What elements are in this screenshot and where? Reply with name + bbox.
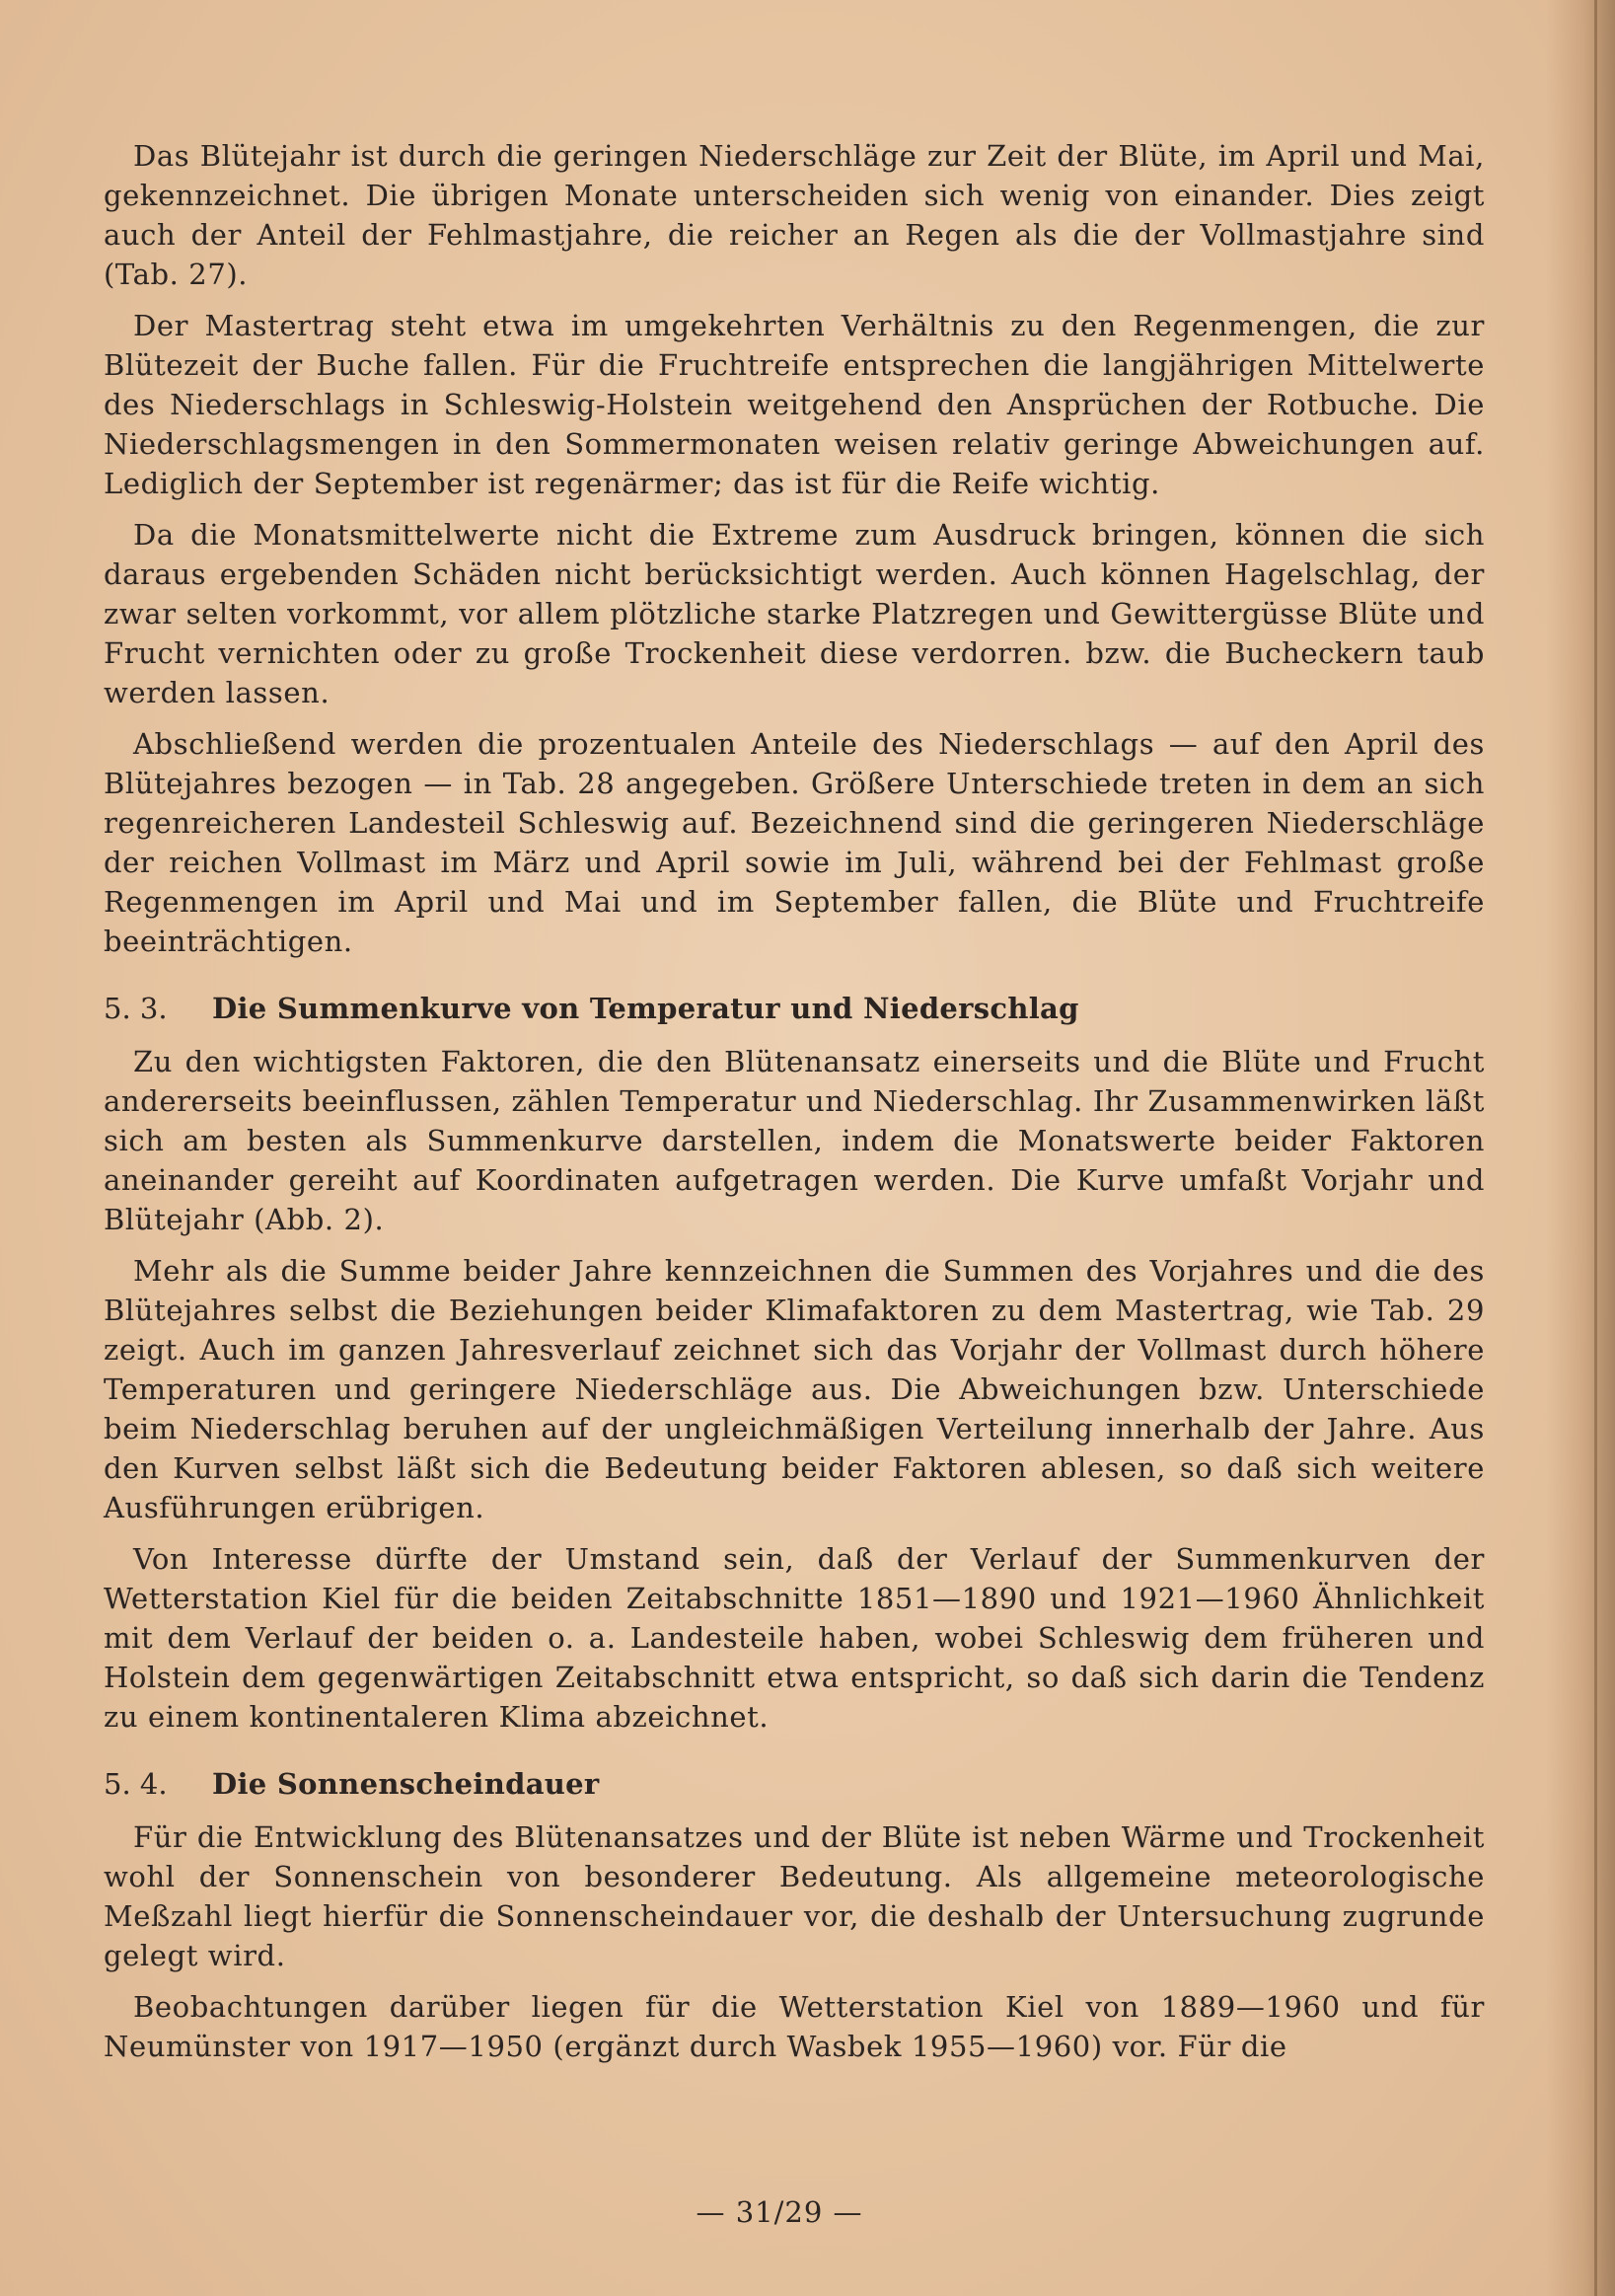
paragraph: Mehr als die Summe beider Jahre kennzeichnen die Summen des Vorjahres und die des Blütejahres selbst die Beziehungen beider Klimafaktoren zu dem Mastertrag, wie Tab. 29 zeigt. Auch im ganzen Jahresverlauf zeichnet sich das Vorjahr der Vollmast durch höhere Temperaturen und geringere Niederschläge aus. Die Abweichungen bzw. Unterschiede beim Niederschlag beruhen auf der ungleichmäßigen Verteilung innerhalb der Jahre. Aus den Kurven selbst läßt sich die Bedeutung beider Faktoren ablesen, so daß sich weitere Ausführungen erübrigen. [104,1254,1485,1524]
section-heading-5-4 [104,1764,1485,1804]
section-title: Die Sonnenscheindauer [212,1767,600,1801]
paragraph: Von Interesse dürfte der Umstand sein, daß der Verlauf der Summenkurven der Wetterstation Kiel für die beiden Zeitabschnitte 1851—1890 und 1921—1960 Ähnlichkeit mit dem Verlauf der beiden o. a. Landesteile haben, wobei Schleswig dem früheren und Holstein dem gegenwärtigen Zeitabschnitt etwa entspricht, so daß sich darin die Tendenz zu einem kontinentaleren Klima abzeichnet. [104,1542,1485,1734]
paragraph: Das Blütejahr ist durch die geringen Niederschläge zur Zeit der Blüte, im April und Mai, gekennzeichnet. Die übrigen Monate unterscheiden sich wenig von einander. Dies zeigt auch der Anteil der Fehlmastjahre, die reicher an Regen als die der Vollmastjahre sind (Tab. 27). [104,139,1485,291]
section-number: 5. 4. [104,1767,168,1801]
paragraph: Abschließend werden die prozentualen Anteile des Niederschlags — auf den April des Blütejahres bezogen — in Tab. 28 angegeben. Größere Unterschiede treten in dem an sich regenreicheren Landesteil Schleswig auf. Bezeichnend sind die geringeren Niederschläge der reichen Vollmast im März und April sowie im Juli, während bei der Fehlmast große Regenmengen im April und Mai und im September fallen, die Blüte und Fruchtreife beeinträchtigen. [104,727,1485,958]
binding-edge [1594,0,1597,2296]
paragraph: Beobachtungen darüber liegen für die Wetterstation Kiel von 1889—1960 und für Neumünster von 1917—1950 (ergänzt durch Wasbek 1955—1960) vor. Für die [104,1990,1485,2063]
page-body [104,136,1485,2078]
section-heading-5-3 [104,989,1485,1028]
paragraph: Zu den wichtigsten Faktoren, die den Blütenansatz einerseits und die Blüte und Frucht andererseits beeinflussen, zählen Temperatur und Niederschlag. Ihr Zusammenwirken läßt sich am besten als Summenkurve darstellen, indem die Monatswerte beider Faktoren aneinander gereiht auf Koordinaten aufgetragen werden. Die Kurve umfaßt Vorjahr und Blütejahr (Abb. 2). [104,1045,1485,1236]
paragraph: Für die Entwicklung des Blütenansatzes und der Blüte ist neben Wärme und Trockenheit wohl der Sonnenschein von besonderer Bedeutung. Als allgemeine meteorologische Meßzahl liegt hierfür die Sonnenscheindauer vor, die deshalb der Untersuchung zugrunde gelegt wird. [104,1820,1485,1972]
page-number: — 31/29 — [696,2195,863,2229]
section-number: 5. 3. [104,992,168,1025]
paragraph: Der Mastertrag steht etwa im umgekehrten Verhältnis zu den Regenmengen, die zur Blütezeit der Buche fallen. Für die Fruchtreife entsprechen die langjährigen Mittelwerte des Niederschlags in Schleswig-Holstein weitgehend den Ansprüchen der Rotbuche. Die Niederschlagsmengen in den Sommermonaten weisen relativ geringe Abweichungen auf. Lediglich der September ist regenärmer; das ist für die Reife wichtig. [104,309,1485,500]
paragraph: Da die Monatsmittelwerte nicht die Extreme zum Ausdruck bringen, können die sich daraus ergebenden Schäden nicht berücksichtigt werden. Auch können Hagelschlag, der zwar selten vorkommt, vor allem plötzliche starke Platzregen und Gewittergüsse Blüte und Frucht vernichten oder zu große Trockenheit diese verdorren. bzw. die Bucheckern taub werden lassen. [104,518,1485,709]
binding-shadow [1546,0,1615,2296]
section-title: Die Summenkurve von Temperatur und Niederschlag [212,992,1079,1025]
